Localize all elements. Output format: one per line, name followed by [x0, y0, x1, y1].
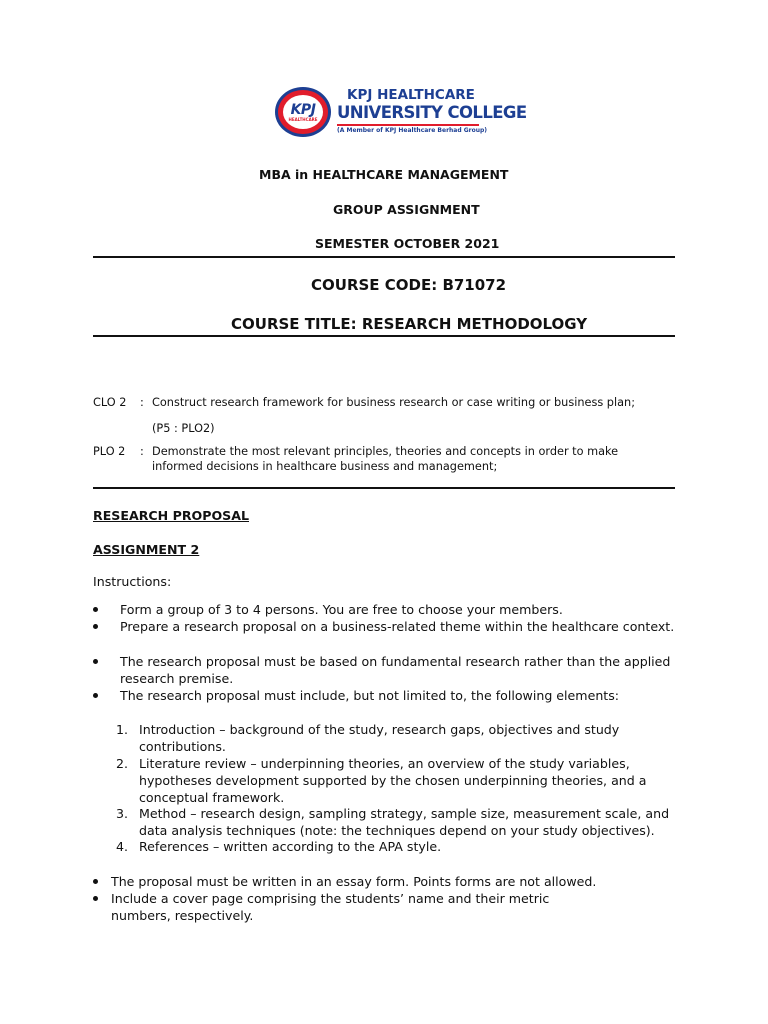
clo-separator: :: [140, 396, 144, 409]
divider-top: [93, 256, 675, 258]
bullet-icon: [93, 607, 98, 612]
note-text: The proposal must be written in an essay form. Points forms are not allowed.: [111, 874, 597, 889]
section-heading: RESEARCH PROPOSAL: [93, 508, 249, 523]
instruction-text: Prepare a research proposal on a business-related theme within the healthcare context.: [120, 619, 675, 634]
list-item: [93, 601, 683, 618]
instruction-text: The research proposal must include, but not limited to, the following elements:: [120, 688, 620, 703]
bullet-icon: [93, 659, 98, 664]
plo-text-line1: Demonstrate the most relevant principles, theories and concepts in order to make: [152, 445, 619, 458]
element-text: Introduction – background of the study, research gaps, objectives and study contributions.: [139, 722, 620, 754]
list-item: [116, 805, 686, 839]
kpj-logo: [275, 84, 527, 144]
item-number: 3.: [116, 806, 129, 821]
instructions-label: Instructions:: [93, 574, 172, 589]
bullet-icon: [93, 879, 98, 884]
logo-line1: KPJ HEALTHCARE: [347, 87, 475, 103]
logo-line3: (A Member of KPJ Healthcare Berhad Group): [337, 127, 488, 134]
list-item: [93, 873, 683, 890]
item-number: 2.: [116, 756, 129, 771]
kpj-emblem-icon: [275, 87, 331, 137]
programme-title: MBA in HEALTHCARE MANAGEMENT: [259, 167, 509, 182]
list-item: [116, 755, 686, 806]
bullet-icon: [93, 896, 98, 901]
item-number: 1.: [116, 722, 129, 737]
semester: SEMESTER OCTOBER 2021: [315, 236, 500, 251]
element-text: References – written according to the APA style.: [139, 839, 442, 854]
assignment-type: GROUP ASSIGNMENT: [333, 202, 480, 217]
list-item: [93, 890, 683, 924]
note-text: Include a cover page comprising the students’ name and their metric numbers, respectively.: [111, 891, 550, 923]
plo-label: PLO 2: [93, 445, 126, 458]
plo-separator: :: [140, 445, 144, 458]
element-text: Literature review – underpinning theories, an overview of the study variables, hypotheses development supported by the chosen underpinning theories, and a conceptual framework.: [139, 756, 647, 805]
list-item: [116, 721, 686, 755]
instruction-text: Form a group of 3 to 4 persons. You are free to choose your members.: [120, 602, 563, 617]
bullet-icon: [93, 693, 98, 698]
clo-label: CLO 2: [93, 396, 127, 409]
divider-middle: [93, 335, 675, 337]
course-code: COURSE CODE: B71072: [311, 276, 507, 294]
element-text: Method – research design, sampling strategy, sample size, measurement scale, and data analysis techniques (note: the techniques depend on your study objectives).: [139, 806, 670, 838]
assignment-heading: ASSIGNMENT 2: [93, 542, 200, 557]
divider-bottom: [93, 487, 675, 489]
list-item: [116, 838, 686, 855]
plo-text-line2: informed decisions in healthcare business and management;: [152, 460, 498, 473]
logo-line2: UNIVERSITY COLLEGE: [337, 103, 527, 122]
list-item: [93, 687, 683, 704]
list-item: [93, 618, 683, 652]
emblem-subtext: HEALTHCARE: [288, 116, 318, 122]
instruction-text: The research proposal must be based on fundamental research rather than the applied research premise.: [120, 654, 671, 686]
list-item: [93, 653, 683, 687]
logo-divider: [337, 124, 479, 126]
emblem-text: KPJ: [290, 101, 316, 118]
clo-text: Construct research framework for business research or case writing or business plan;: [152, 396, 636, 409]
course-title: COURSE TITLE: RESEARCH METHODOLOGY: [231, 315, 588, 333]
bullet-icon: [93, 624, 98, 629]
clo-plo-mapping: (P5 : PLO2): [152, 422, 215, 435]
item-number: 4.: [116, 839, 129, 854]
